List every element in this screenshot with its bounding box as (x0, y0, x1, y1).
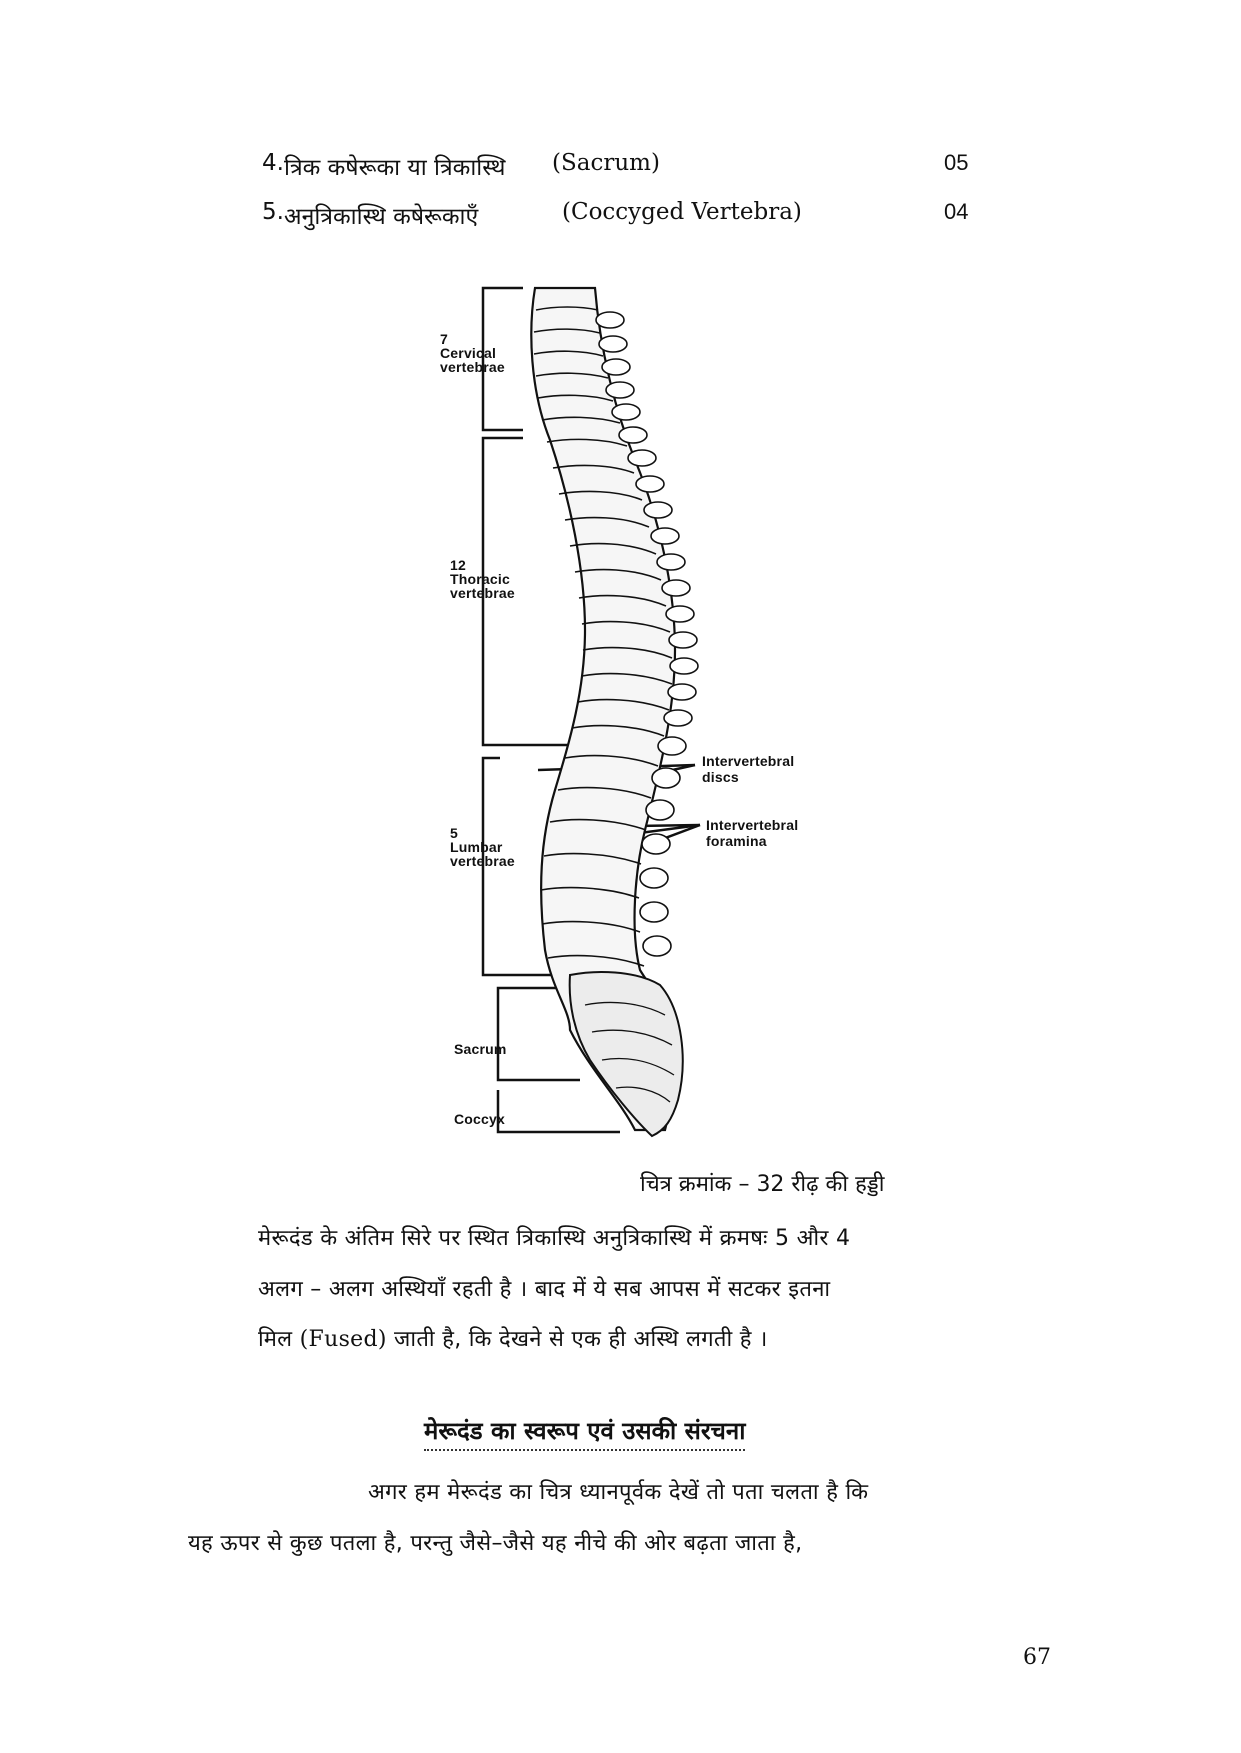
label-cervical-vertebrae: vertebrae (440, 359, 505, 375)
list-hindi-text: त्रिक कषेरूका या त्रिकास्थि (284, 155, 506, 181)
paragraph-text: मिल (258, 1327, 300, 1352)
list-english-text: (Sacrum) (552, 150, 660, 176)
paragraph-line: यह ऊपर से कुछ पतला है, परन्तु जैसे–जैसे यह नीचे की ओर बढ़ता जाता है, (188, 1531, 803, 1556)
label-cervical-count: 7 (440, 331, 448, 347)
label-lumbar-count: 5 (450, 825, 458, 841)
paragraph-line: अगर हम मेरूदंड का चित्र ध्यानपूर्वक देखें तो पता चलता है कि (368, 1480, 869, 1505)
label-discs: discs (702, 769, 739, 785)
label-thoracic-vertebrae: vertebrae (450, 585, 515, 601)
paragraph-text: जाती है, कि देखने से एक ही अस्थि लगती है । (386, 1327, 768, 1352)
label-coccyx: Coccyx (454, 1111, 506, 1127)
label-thoracic-count: 12 (450, 557, 466, 573)
paragraph-text-english: (Fused) (299, 1327, 387, 1352)
list-count: 05 (944, 150, 969, 175)
label-lumbar: Lumbar (450, 839, 503, 855)
spine-illustration (420, 270, 840, 1150)
section-heading: मेरूदंड का स्वरूप एवं उसकी संरचना (424, 1414, 745, 1451)
label-lumbar-vertebrae: vertebrae (450, 853, 515, 869)
list-english-text: (Coccyged Vertebra) (562, 199, 802, 225)
label-intervertebral-discs: Intervertebral (702, 753, 795, 769)
label-thoracic: Thoracic (450, 571, 510, 587)
figure-caption: चित्र क्रमांक – 32 रीढ़ की हड्डी (640, 1172, 885, 1197)
paragraph-line: अलग – अलग अस्थियाँ रहती है । बाद में ये सब आपस में सटकर इतना (258, 1277, 831, 1302)
label-intervertebral-foramina: Intervertebral (706, 817, 799, 833)
paragraph-line (258, 1323, 768, 1353)
label-cervical: Cervical (440, 345, 497, 361)
list-count: 04 (944, 199, 969, 224)
page-number: 67 (1023, 1645, 1051, 1670)
list-hindi-text: अनुत्रिकास्थि कषेरूकाएँ (284, 204, 479, 230)
label-foramina: foramina (706, 833, 767, 849)
coccyx-bracket (498, 1090, 620, 1132)
label-sacrum: Sacrum (454, 1041, 507, 1057)
list-number: 4. (262, 150, 284, 176)
list-item-coccyx (262, 199, 969, 235)
list-item-sacrum (262, 150, 969, 186)
spine-figure (420, 270, 840, 1150)
list-number: 5. (262, 199, 284, 225)
paragraph-line: मेरूदंड के अंतिम सिरे पर स्थित त्रिकास्थि अनुत्रिकास्थि में क्रमषः 5 और 4 (258, 1226, 851, 1251)
